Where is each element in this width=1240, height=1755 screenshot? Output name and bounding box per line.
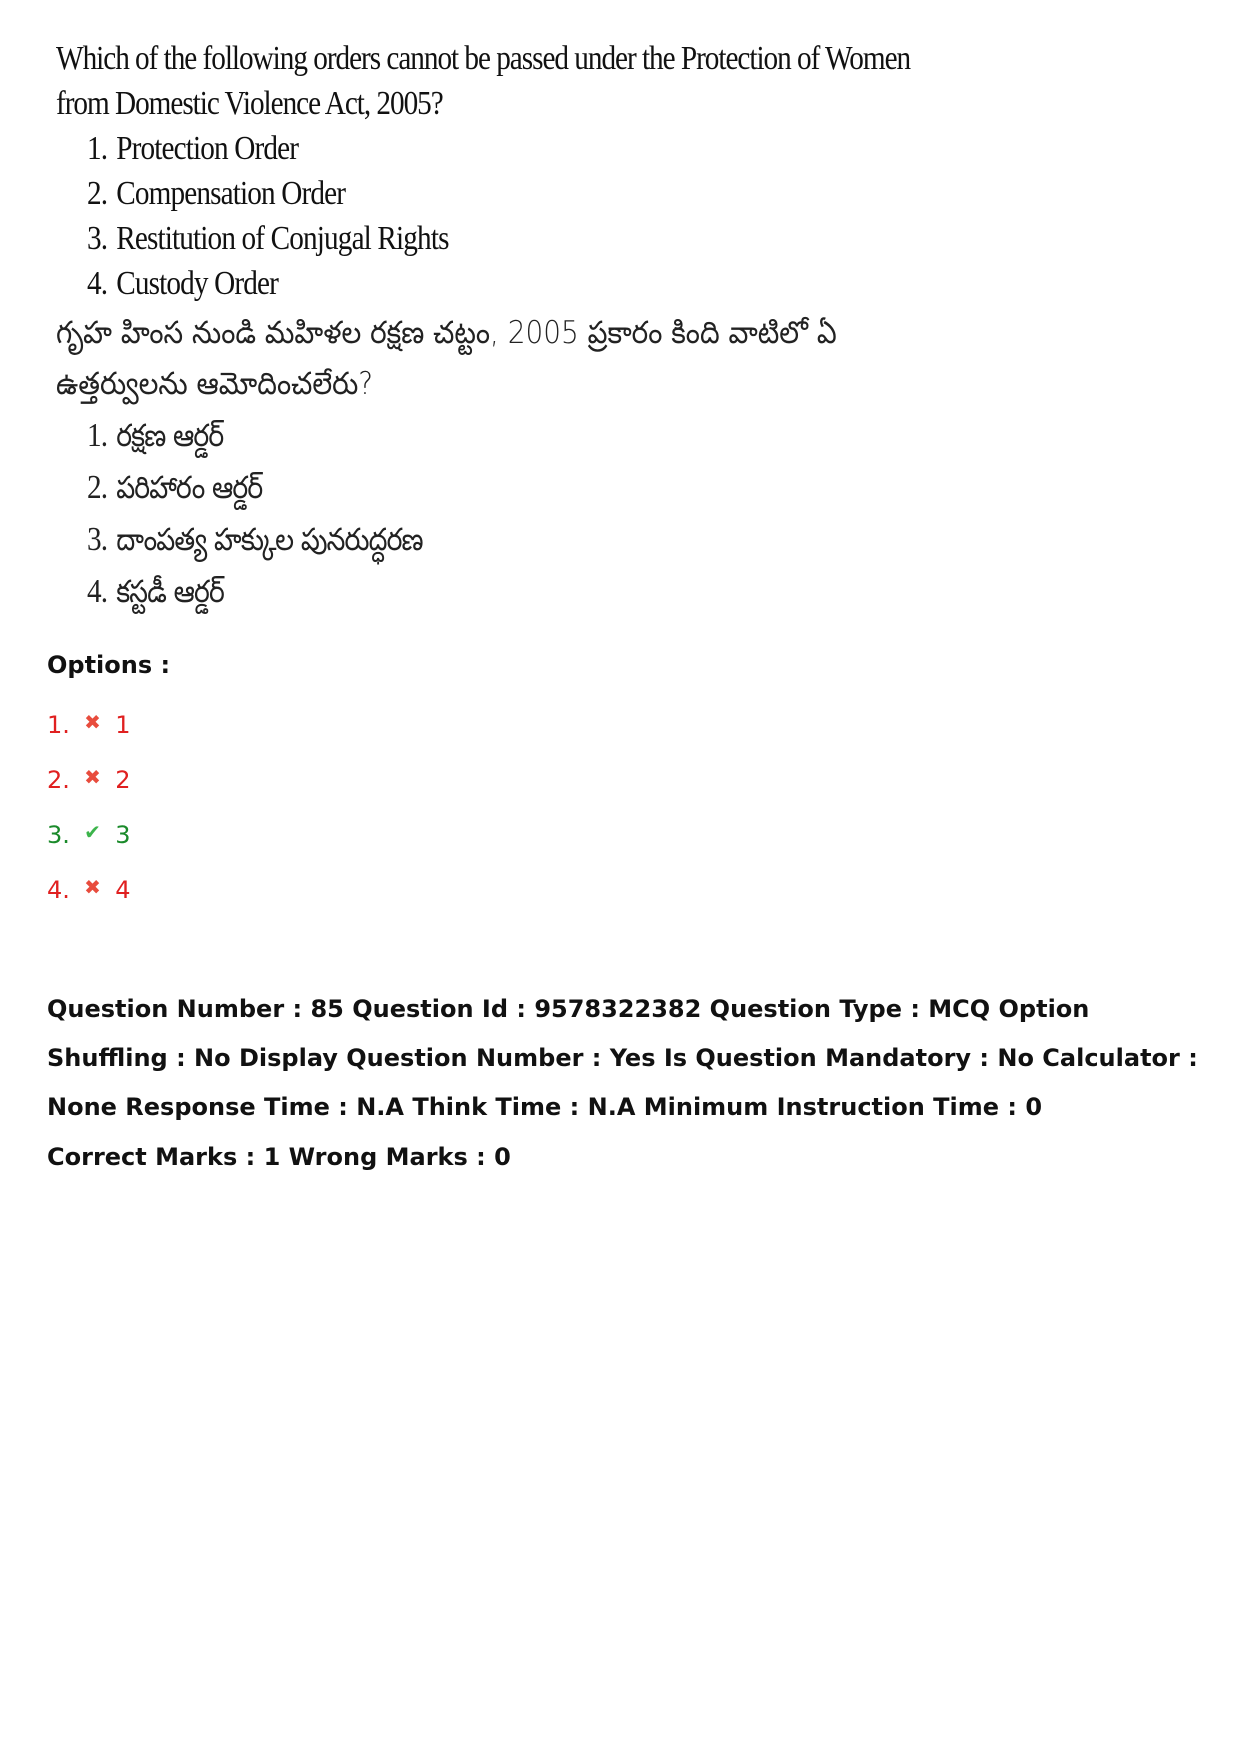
question-items-telugu (56, 410, 956, 618)
cross-icon: ✖ (84, 710, 101, 734)
question-item-english: 3. Restitution of Conjugal Rights (86, 220, 449, 257)
question-image (56, 36, 956, 626)
option-number: 4. (47, 876, 70, 904)
option-value: 1 (115, 711, 131, 739)
question-items-english (56, 126, 956, 306)
question-item-telugu: 3. దాంపత్య హక్కుల పునరుద్ధరణ (86, 521, 423, 558)
option-value: 2 (115, 766, 131, 794)
question-item-telugu: 1. రక్షణ ఆర్డర్ (86, 417, 224, 454)
option-3 (47, 816, 130, 848)
option-number: 1. (47, 711, 70, 739)
option-1 (47, 706, 130, 738)
question-stem-telugu: గృహ హింస నుండి మహిళల రక్షణ చట్టం, 2005 ప్రకారం కింది వాటిలో ఏ ఉత్తర్వులను ఆమోదించలేరు? (56, 315, 837, 402)
question-item-english: 2. Compensation Order (86, 175, 346, 212)
marks-info: Correct Marks : 1 Wrong Marks : 0 (47, 1143, 511, 1171)
question-item-telugu: 2. పరిహారం ఆర్డర్ (86, 469, 263, 506)
option-2 (47, 761, 130, 793)
option-4 (47, 871, 130, 903)
question-item-english: 4. Custody Order (86, 265, 279, 302)
check-icon: ✔ (84, 820, 101, 844)
question-metadata: Question Number : 85 Question Id : 9578322382 Question Type : MCQ Option Shuffling : No Display Question Number : Yes Is Question Mandatory : No Calculator : None Response Time : N.A Think Time : N.A Minimum Instruction Time : 0 (47, 995, 1198, 1121)
option-number: 3. (47, 821, 70, 849)
option-number: 2. (47, 766, 70, 794)
option-value: 3 (115, 821, 131, 849)
option-value: 4 (115, 876, 131, 904)
question-item-english: 1. Protection Order (86, 130, 299, 167)
question-item-telugu: 4. కస్టడీ ఆర్డర్ (86, 573, 224, 610)
cross-icon: ✖ (84, 875, 101, 899)
question-stem-english: Which of the following orders cannot be passed under the Protection of Women from Domestic Violence Act, 2005? (56, 40, 911, 122)
options-heading: Options : (47, 651, 171, 679)
cross-icon: ✖ (84, 765, 101, 789)
